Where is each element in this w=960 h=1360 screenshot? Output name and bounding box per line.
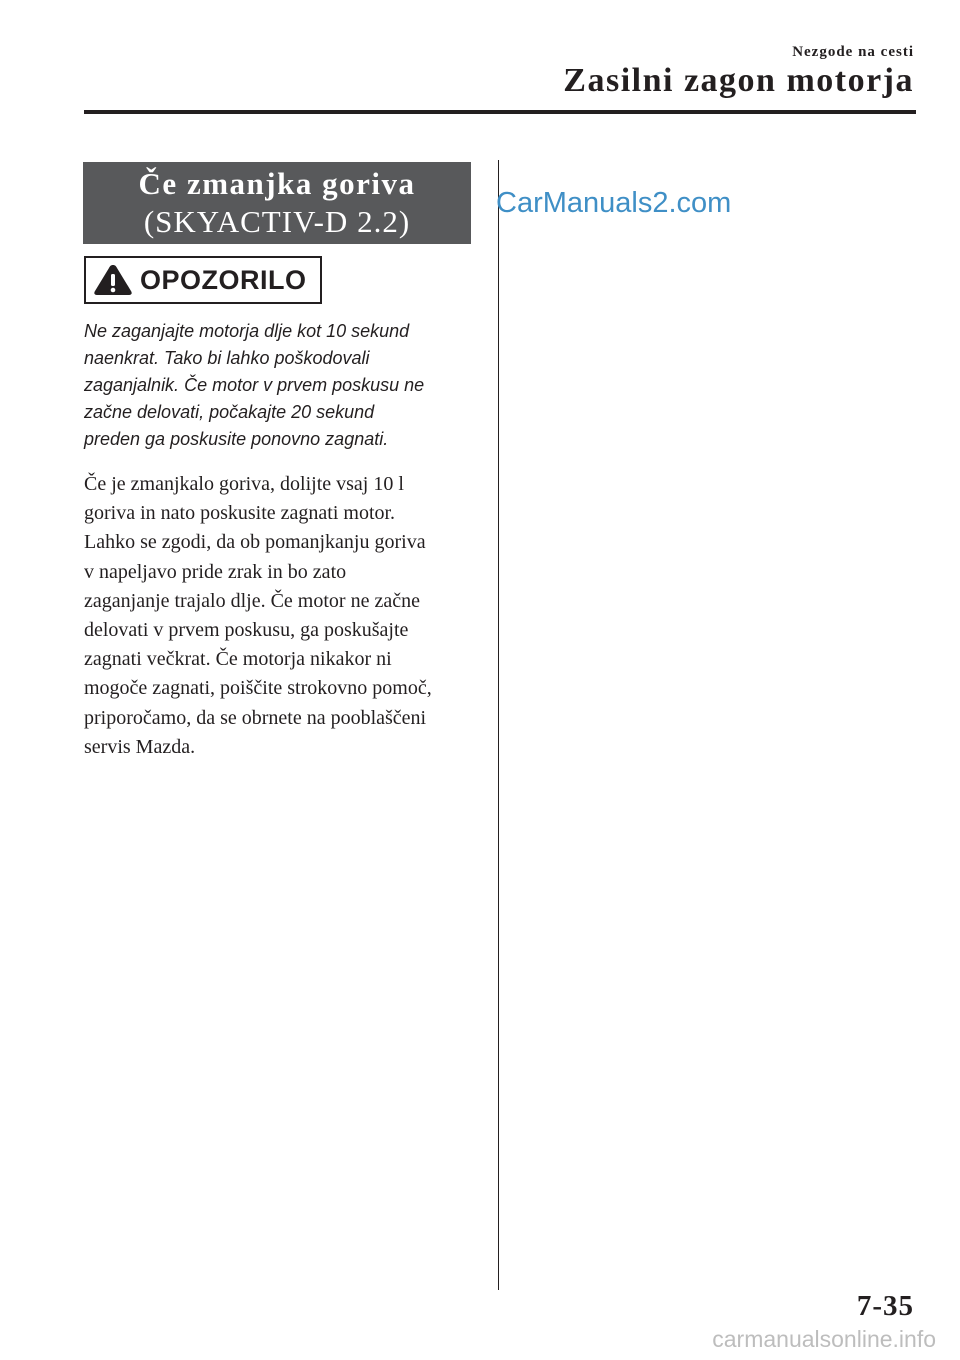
warning-line: naenkrat. Tako bi lahko poškodovali: [84, 348, 370, 368]
body-line: goriva in nato poskusite zagnati motor.: [84, 502, 396, 525]
body-line: delovati v prvem poskusu, ga poskušajte: [84, 619, 409, 642]
subsection-heading: [83, 162, 471, 244]
body-line: v napeljavo pride zrak in bo zato: [84, 560, 347, 583]
body-line: Če je zmanjkalo goriva, dolijte vsaj 10 l: [84, 473, 404, 495]
body-line: zaganjanje trajalo dlje. Če motor ne začne: [84, 589, 420, 612]
body-line: Lahko se zgodi, da ob pomanjkanju goriva: [84, 531, 426, 554]
page-number: 7-35: [856, 1290, 914, 1322]
body-line: mogoče zagnati, poiščite strokovno pomoč,: [84, 677, 432, 700]
body-line: servis Mazda.: [84, 735, 196, 758]
body-paragraph: [84, 470, 484, 762]
watermark-link[interactable]: CarManuals2.com: [496, 187, 732, 219]
section-title: Zasilni zagon motorja: [563, 62, 914, 99]
warning-line: zaganjalnik. Če motor v prvem poskusu ne: [84, 375, 425, 395]
warning-box: [84, 256, 322, 304]
footer-watermark-link[interactable]: carmanualsonline.info: [712, 1326, 936, 1352]
warning-text: [84, 318, 484, 453]
column-divider: [498, 160, 499, 1290]
heading-line-2: (SKYACTIV-D 2.2): [143, 204, 411, 239]
body-line: priporočamo, da se obrnete na pooblaščeni: [84, 706, 427, 729]
warning-label: OPOZORILO: [140, 265, 307, 295]
chapter-label: Nezgode na cesti: [792, 44, 914, 60]
heading-line-1: Če zmanjka goriva: [138, 166, 416, 201]
warning-line: začne delovati, počakajte 20 sekund: [84, 402, 375, 422]
header-rule: [84, 110, 916, 114]
warning-line: Ne zaganjajte motorja dlje kot 10 sekund: [84, 321, 410, 341]
body-line: zagnati večkrat. Če motorja nikakor ni: [84, 648, 392, 671]
warning-triangle-icon: [92, 263, 134, 297]
warning-line: preden ga poskusite ponovno zagnati.: [84, 429, 389, 449]
